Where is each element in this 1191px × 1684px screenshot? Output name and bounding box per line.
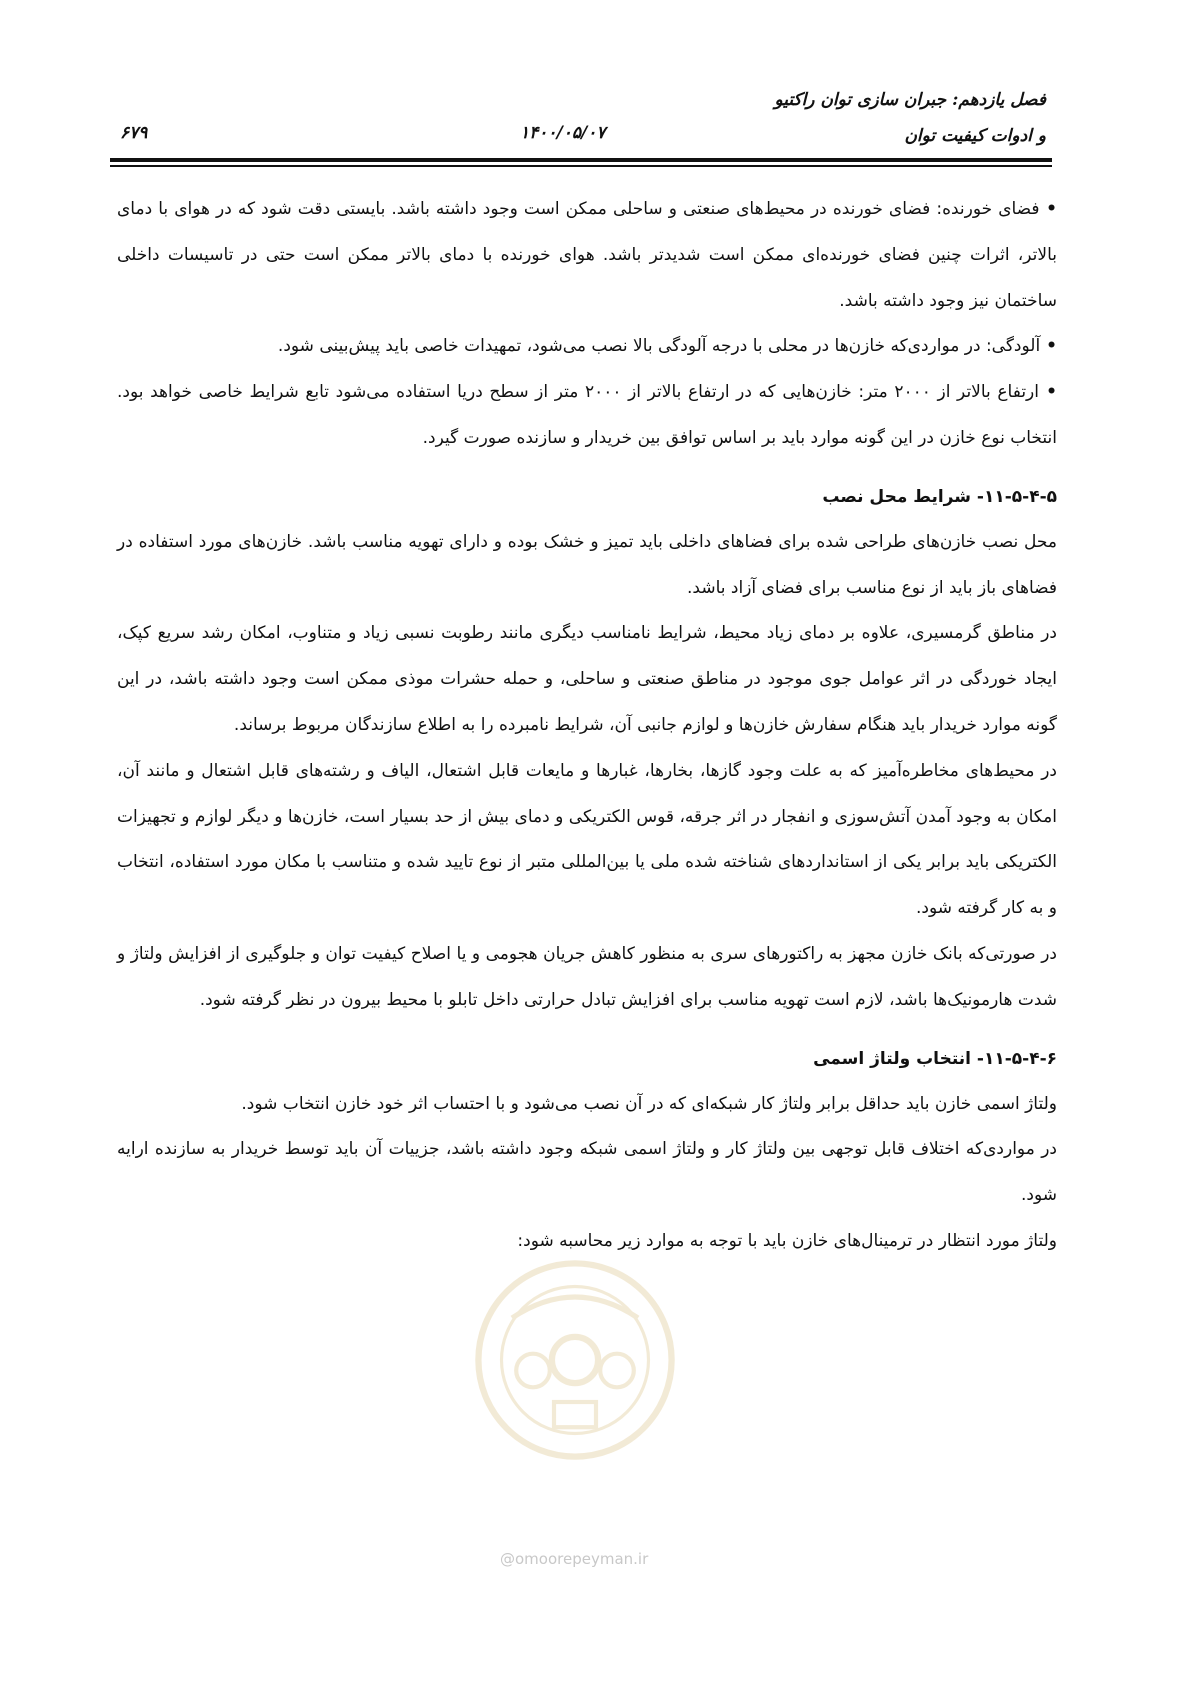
chapter-title-line-2: و ادوات کیفیت توان — [904, 126, 1046, 146]
bullet-corrosive-text: فضای خورنده: فضای خورنده در محیط‌های صنعتی و ساحلی ممکن است وجود داشته باشد. بایستی دقت شود که در هوای با دمای بالاتر، اثرات چنین فضای خورنده‌ای ممکن است شدیدتر باشد. هوای خورنده با دمای بالاتر ممکن است حتی در تاسیسات داخلی ساختمان نیز وجود داشته باشد. — [117, 199, 1057, 311]
paragraph: ولتاژ مورد انتظار در ترمینال‌های خازن باید با توجه به موارد زیر محاسبه شود: — [517, 1230, 1057, 1251]
header-rule-thick — [110, 158, 1052, 162]
page-number: ۶۷۹ — [120, 123, 148, 143]
bullet-pollution — [117, 324, 1057, 370]
header-rule-thin — [110, 165, 1052, 167]
paragraph: ولتاژ اسمی خازن باید حداقل برابر ولتاژ کار شبکه‌ای که در آن نصب می‌شود و با احتساب اثر خود خازن انتخاب شود. — [241, 1093, 1057, 1114]
header-date: ۱۴۰۰/۰۵/۰۷ — [520, 123, 606, 143]
section-heading-rated-voltage: ۱۱-۵-۴-۶- انتخاب ولتاژ اسمی — [813, 1048, 1057, 1069]
bullet-altitude-text: ارتفاع بالاتر از ۲۰۰۰ متر: خازن‌هایی که در ارتفاع بالاتر از ۲۰۰۰ متر از سطح دریا استفاده می‌شود تابع شرایط خاصی خواهد بود. انتخاب نوع خازن در این گونه موارد باید بر اساس توافق بین خریدار و سازنده صورت گیرد. — [117, 382, 1057, 448]
bullet-pollution-text: آلودگی: در مواردی‌که خازن‌ها در محلی با درجه آلودگی بالا نصب می‌شود، تمهیدات خاصی باید پیش‌بینی شود. — [277, 336, 1041, 357]
body-content — [117, 187, 1057, 1265]
paragraph: در محیط‌های مخاطره‌آمیز که به علت وجود گازها، بخارها، غبارها و مایعات قابل اشتعال، الیاف و رشته‌های قابل اشتعال و مانند آن، امکان به وجود آمدن آتش‌سوزی و انفجار در اثر جرقه، قوس الکتریکی و دمای بیش از حد بسیار است، خازن‌ها و دیگر لوازم و تجهیزات الکتریکی باید برابر یکی از استانداردهای شناخته شده ملی یا بین‌المللی متبر از نوع تایید شده و متناسب با مکان مورد استفاده، انتخاب و به کار گرفته شود. — [117, 760, 1057, 919]
bullet-icon: • — [1039, 199, 1058, 219]
chapter-title-line-1: فصل یازدهم: جبران سازی توان راکتیو — [774, 90, 1046, 110]
paragraph: در صورتی‌که بانک خازن مجهز به راکتورهای سری به منظور کاهش جریان هجومی و یا اصلاح کیفیت توان و جلوگیری از افزایش ولتاژ و شدت هارمونیک‌ها باشد، لازم است تهویه مناسب برای افزایش تبادل حرارتی داخل تابلو با محیط بیرون در نظر گرفته شود. — [117, 943, 1057, 1010]
seal-watermark-icon — [470, 1255, 680, 1465]
paragraph: در مناطق گرمسیری، علاوه بر دمای زیاد محیط، شرایط نامناسب دیگری مانند رطوبت نسبی زیاد و متناوب، امکان رشد سریع کپک، ایجاد خوردگی در اثر عوامل جوی موجود در مناطق صنعتی و ساحلی، و حمله حشرات موذی ممکن است وجود داشته باشد، در این گونه موارد خریدار باید هنگام سفارش خازن‌ها و لوازم جانبی آن، شرایط نامبرده را به اطلاع سازندگان مربوط برساند. — [117, 623, 1057, 735]
section-heading-installation: ۱۱-۵-۴-۵- شرایط محل نصب — [822, 486, 1057, 507]
paragraph: محل نصب خازن‌های طراحی شده برای فضاهای داخلی باید تمیز و خشک بوده و دارای تهویه مناسب باشد. خازن‌های مورد استفاده در فضاهای باز باید از نوع مناسب برای فضای آزاد باشد. — [117, 531, 1057, 598]
bullet-altitude — [117, 370, 1057, 462]
watermark-site: @omoorepeyman.ir — [500, 1550, 649, 1568]
bullet-icon: • — [1038, 382, 1057, 403]
bullet-icon: • — [1040, 336, 1057, 357]
chapter-title — [774, 82, 1046, 154]
bullet-corrosive — [117, 187, 1057, 324]
paragraph: در مواردی‌که اختلاف قابل توجهی بین ولتاژ کار و ولتاژ اسمی شبکه وجود داشته باشد، جزییات آن باید توسط خریدار به سازنده ارایه شود. — [117, 1139, 1057, 1206]
